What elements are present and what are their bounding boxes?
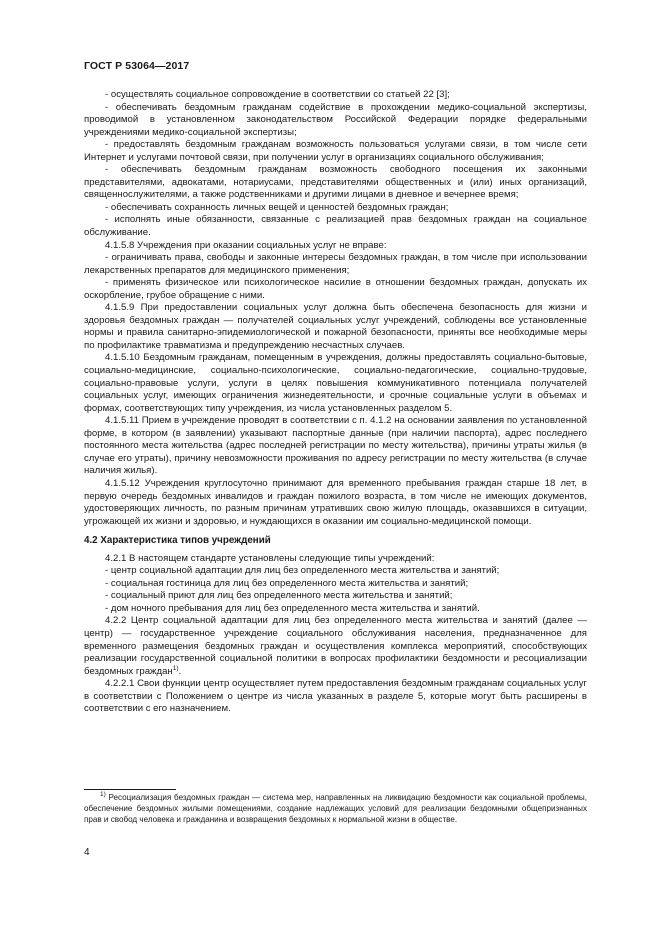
paragraph: - применять физическое или психологическое насилие в отношении бездомных граждан, допускать их оскорбление, грубое обращение с ними. bbox=[84, 277, 587, 301]
paragraph: 4.1.5.9 При предоставлении социальных услуг должна быть обеспечена безопасность для жизни и здоровья бездомных граждан — получателей социальных услуг учреждений, соблюдены все установленные нормы и правила санитарно-эпидемиологической и пожарной безопасности, приняты все необходимые меры по профилактике травматизма и предупреждению несчастных случаев. bbox=[84, 302, 587, 351]
paragraph: 4.2.1 В настоящем стандарте установлены следующие типы учреждений: bbox=[105, 552, 435, 564]
paragraph: - ограничивать права, свободы и законные интересы бездомных граждан, в том числе при использовании лекарственных препаратов для медицинского применения; bbox=[84, 252, 587, 276]
paragraph: - исполнять иные обязанности, связанные с реализацией прав бездомных граждан на социальное обслуживание. bbox=[84, 214, 587, 239]
paragraph: - социальный приют для лиц без определенного места жительства и занятий; bbox=[105, 590, 453, 602]
paragraph: - осуществлять социальное сопровождение в соответствии со статьей 22 [3]; bbox=[105, 89, 450, 100]
footnote-reference: 1) bbox=[172, 664, 179, 672]
paragraph: 4.2.2.1 Свои функции центр осуществляет путем предоставления бездомным гражданам социальных услуг в соответствии с Положением о центре из числа указанных в разделе 5, которые могут быть расширены в соответствии с его назначением. bbox=[84, 678, 587, 715]
paragraph: - центр социальной адаптации для лиц без определенного места жительства и занятий; bbox=[105, 565, 500, 577]
paragraph: - социальная гостиница для лиц без определенного места жительства и занятий; bbox=[105, 577, 469, 589]
paragraph: 4.1.5.8 Учреждения при оказании социальных услуг не вправе: bbox=[105, 239, 387, 251]
document-body bbox=[84, 89, 587, 716]
footnote-divider bbox=[84, 789, 176, 790]
footnote bbox=[84, 792, 587, 826]
document-header: ГОСТ Р 53064—2017 bbox=[84, 60, 190, 72]
paragraph: 4.1.5.12 Учреждения круглосуточно принимают для временного пребывания граждан старше 18 лет, в первую очередь бездомных инвалидов и граждан пожилого возраста, в том числе не имеющих документов, удостоверяющих личность, по разным причинам утративших свою жилую площадь, оказавшихся в ситуации, угрожающей их жизни и здоровью, и нуждающихся в оказании им социально-медицинской помощи. bbox=[84, 477, 587, 527]
section-heading: 4.2 Характеристика типов учреждений bbox=[84, 535, 271, 547]
footnote-text: Ресоциализация бездомных граждан — система мер, направленных на ликвидацию бездомности как социальной проблемы, обеспечение бездомных жилыми помещениями, создание надлежащих условий для реализации бездомными общепризнанных прав и свобод человека и гражданина и возвращения бездомных к нормальной жизни в обществе. bbox=[84, 793, 587, 825]
paragraph-text: 4.2.2 Центр социальной адаптации для лиц без определенного места жительства и занятий (далее — центр) — государственное учреждение социального обслуживания населения, предназначенное для временного размещения бездомных граждан и осуществления комплекса мероприятий, способствующих реализации государственной социальной политики в вопросах профилактики бездомности и ресоциализации бездомных граждан bbox=[84, 615, 587, 677]
paragraph: 4.1.5.11 Прием в учреждение проводят в соответствии с п. 4.1.2 на основании заявления по установленной форме, в котором (в заявлении) указывают паспортные данные (при наличии паспорта), адрес последнего постоянного места жительства (адрес последней регистрации по месту жительства), причины утраты жилья (в случае его утраты), причину невозможности проживания по адресу регистрации по месту жительства (в случае наличия жилья). bbox=[84, 415, 587, 477]
paragraph-4-2-2: 4.2.2 Центр социальной адаптации для лиц без определенного места жительства и занятий (далее — центр) — государственное учреждение социального обслуживания населения, предназначенное для временного размещения бездомных граждан и осуществления комплекса мероприятий, способствующих реализации государственной социальной политики в вопросах профилактики бездомности и ресоциализации бездомных граждан$^{1)}$. bbox=[84, 615, 587, 677]
footnote-marker: 1) bbox=[100, 791, 106, 798]
paragraph: - дом ночного пребывания для лиц без определенного места жительства и занятий. bbox=[105, 602, 480, 614]
paragraph: - предоставлять бездомным гражданам возможность пользоваться услугами связи, в том числе сети Интернет и услугами почтовой связи, при получении услуг в организациях социального обслуживания; bbox=[84, 139, 587, 163]
page-number: 4 bbox=[84, 847, 90, 858]
paragraph: 4.1.5.10 Бездомным гражданам, помещенным в учреждения, должны предоставлять социально-бытовые, социально-медицинские, социально-психологические, социально-педагогические, социально-трудовые, социально-правовые услуги, услуги в целях повышения коммуникативного потенциала получателей социальных услуг, имеющих ограничения жизнедеятельности, и срочные социальные услуги в объемах и формах, соответствующих типу учреждения, из числа установленных разделом 5. bbox=[84, 352, 587, 414]
paragraph: - обеспечивать сохранность личных вещей и ценностей бездомных граждан; bbox=[105, 201, 449, 213]
paragraph: - обеспечивать бездомным гражданам содействие в прохождении медико-социальной экспертизы, проводимой в установленном законодательством Российской Федерации порядке федеральными учреждениями медико-социальной экспертизы; bbox=[84, 101, 587, 138]
paragraph: - обеспечивать бездомным гражданам возможность свободного посещения их законными представителями, адвокатами, нотариусами, представителями общественных и (или) иных организаций, священнослужителями, а также родственниками и другими лицами в дневное и вечернее время; bbox=[84, 164, 587, 201]
